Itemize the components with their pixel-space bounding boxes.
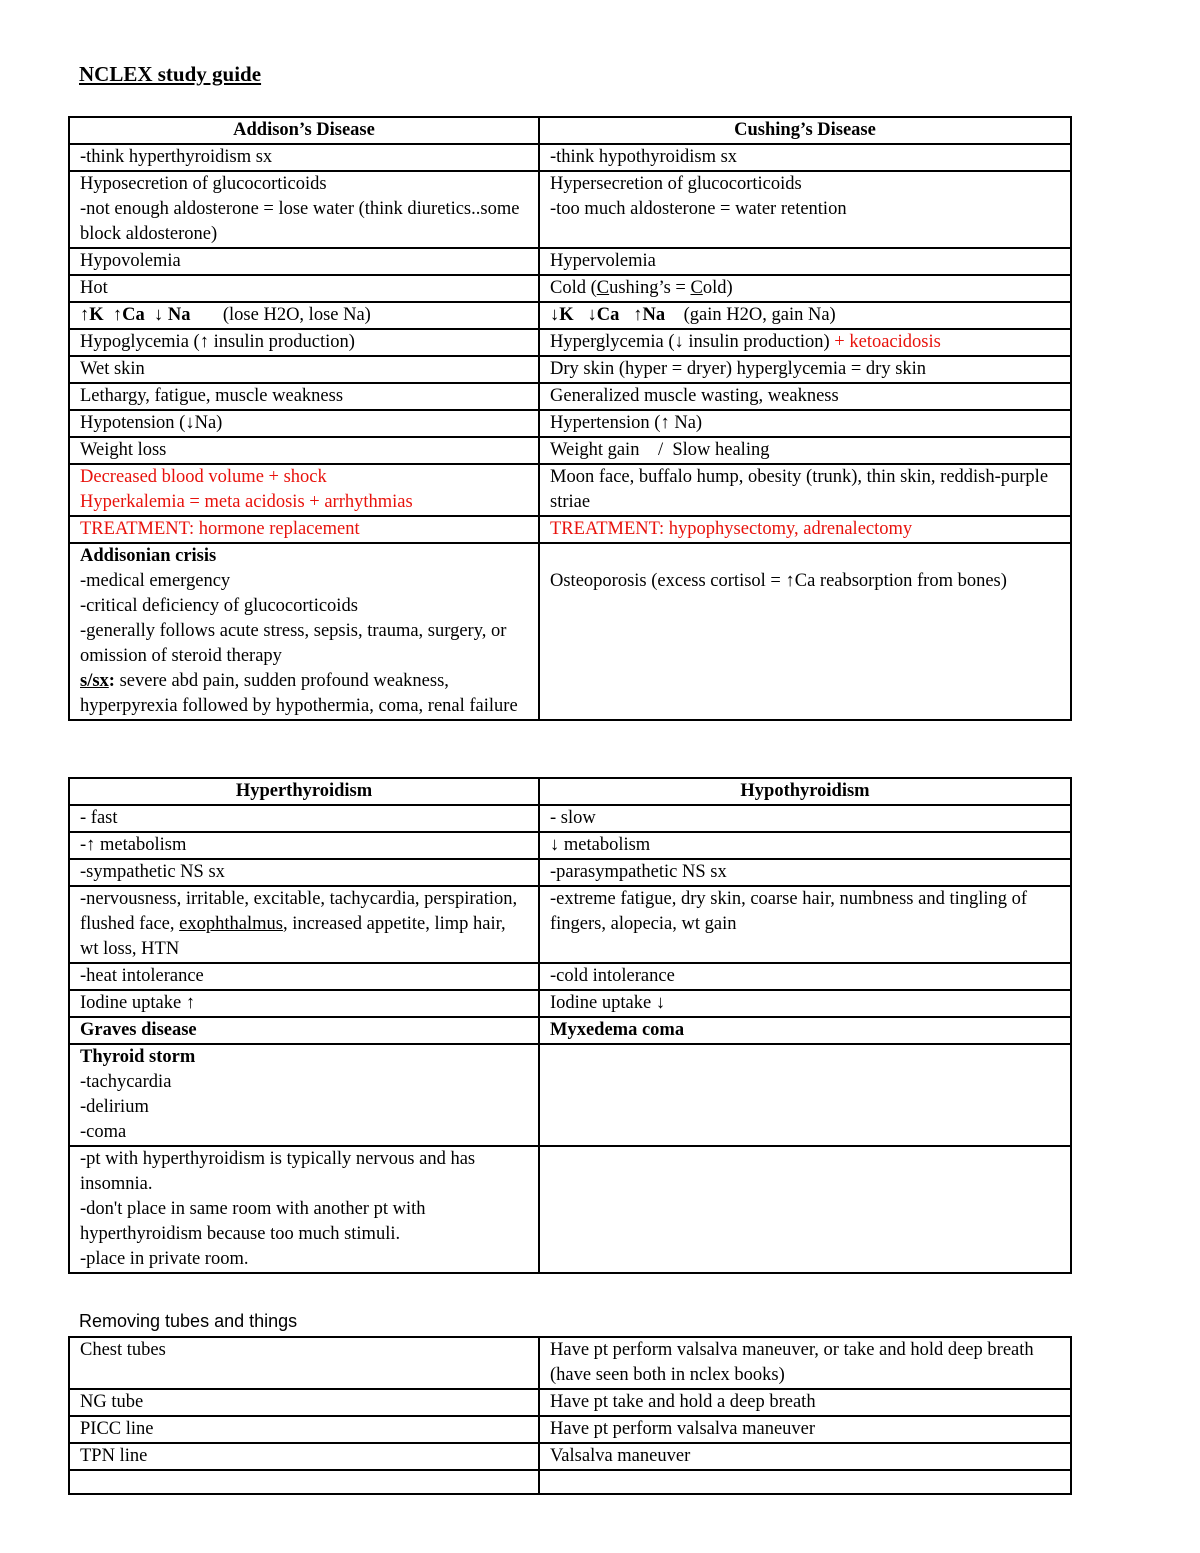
cell: TPN line	[69, 1443, 539, 1470]
table-row	[69, 1017, 1071, 1044]
cell-text: severe abd pain, sudden profound weakness, hyperpyrexia followed by hypothermia, coma, renal failure	[80, 671, 518, 716]
empty-cell	[539, 1146, 1071, 1273]
section-heading-removing-tubes: Removing tubes and things	[79, 1311, 298, 1331]
cell: Weight gain / Slow healing	[539, 437, 1071, 464]
underlined-letter: C	[596, 278, 610, 298]
empty-cell	[69, 1470, 539, 1494]
sx-label: s/sx	[80, 671, 109, 691]
cell: Hot	[69, 275, 539, 302]
table-row	[69, 1044, 1071, 1146]
cell-text: (gain H2O, gain Na)	[665, 305, 836, 325]
page-title: NCLEX study guide	[79, 62, 262, 86]
table-header-row	[69, 778, 1071, 805]
cell: -think hypothyroidism sx	[539, 144, 1071, 171]
cell: -heat intolerance	[69, 963, 539, 990]
table-row	[69, 171, 1071, 248]
cell: PICC line	[69, 1416, 539, 1443]
underlined-letter: C	[690, 278, 703, 298]
table-row	[69, 275, 1071, 302]
adrenal-comparison-table	[68, 116, 1072, 721]
header-addisons: Addison’s Disease	[69, 117, 539, 144]
cell: Weight loss	[69, 437, 539, 464]
cell: Have pt perform valsalva maneuver, or take and hold deep breath (have seen both in nclex books)	[539, 1337, 1071, 1389]
table-row	[69, 859, 1071, 886]
cell	[539, 275, 1071, 302]
cell: Have pt take and hold a deep breath	[539, 1389, 1071, 1416]
treatment-cell: TREATMENT: hormone replacement	[69, 516, 539, 543]
cell-text: (lose H2O, lose Na)	[190, 305, 371, 325]
table-row	[69, 329, 1071, 356]
cell-text: , increased appetite, limp hair, wt loss, HTN	[80, 914, 506, 959]
electrolytes-bold: ↑K ↑Ca ↓ Na	[80, 305, 191, 325]
cell: -sympathetic NS sx	[69, 859, 539, 886]
table-row	[69, 302, 1071, 329]
table-row	[69, 963, 1071, 990]
cell: -think hyperthyroidism sx	[69, 144, 539, 171]
cell	[69, 302, 539, 329]
table-row	[69, 437, 1071, 464]
electrolytes-bold: ↓K ↓Ca ↑Na	[550, 305, 666, 325]
cell: Lethargy, fatigue, muscle weakness	[69, 383, 539, 410]
cell: Osteoporosis (excess cortisol = ↑Ca reabsorption from bones)	[539, 543, 1071, 720]
cell-text: -tachycardia -delirium -coma	[80, 1072, 172, 1142]
cell: Hypersecretion of glucocorticoids -too much aldosterone = water retention	[539, 171, 1071, 248]
cell: NG tube	[69, 1389, 539, 1416]
thyroid-comparison-table	[68, 777, 1072, 1274]
table-row	[69, 886, 1071, 963]
table-row	[69, 805, 1071, 832]
cell: Dry skin (hyper = dryer) hyperglycemia = dry skin	[539, 356, 1071, 383]
table-row	[69, 990, 1071, 1017]
empty-cell	[539, 1044, 1071, 1146]
cell	[69, 543, 539, 720]
cell-text: -medical emergency -critical deficiency of glucocorticoids -generally follows acute stress, sepsis, trauma, surgery, or omission of steroid therapy	[80, 571, 507, 666]
treatment-cell: TREATMENT: hypophysectomy, adrenalectomy	[539, 516, 1071, 543]
symptoms-line	[80, 669, 528, 719]
cell: -extreme fatigue, dry skin, coarse hair, numbness and tingling of fingers, alopecia, wt gain	[539, 886, 1071, 963]
table-row	[69, 1416, 1071, 1443]
cell: Iodine uptake ↑	[69, 990, 539, 1017]
cell	[539, 302, 1071, 329]
table-row	[69, 1389, 1071, 1416]
cell: Chest tubes	[69, 1337, 539, 1389]
cell: Hypervolemia	[539, 248, 1071, 275]
cell: -parasympathetic NS sx	[539, 859, 1071, 886]
header-hypothyroidism: Hypothyroidism	[539, 778, 1071, 805]
exophthalmus-term: exophthalmus	[179, 914, 283, 934]
table-row	[69, 832, 1071, 859]
table-row	[69, 516, 1071, 543]
cell	[539, 329, 1071, 356]
table-row	[69, 464, 1071, 516]
cell: Decreased blood volume + shock Hyperkalemia = meta acidosis + arrhythmias	[69, 464, 539, 516]
red-note: + ketoacidosis	[829, 332, 941, 352]
thyroid-storm-heading: Thyroid storm	[80, 1047, 196, 1067]
cell: Iodine uptake ↓	[539, 990, 1071, 1017]
empty-cell	[539, 1470, 1071, 1494]
table-row	[69, 248, 1071, 275]
cell: -pt with hyperthyroidism is typically nervous and has insomnia. -don't place in same room with another pt with hyperthyroidism because too much stimuli. -place in private room.	[69, 1146, 539, 1273]
cell: Valsalva maneuver	[539, 1443, 1071, 1470]
table-row	[69, 1470, 1071, 1494]
cell-text: Hyperglycemia (↓ insulin production)	[550, 332, 830, 352]
cell: ↓ metabolism	[539, 832, 1071, 859]
table-row	[69, 410, 1071, 437]
cell-text: ushing’s =	[609, 278, 691, 298]
cell: Generalized muscle wasting, weakness	[539, 383, 1071, 410]
cell: - fast	[69, 805, 539, 832]
cell-text: Cold (	[550, 278, 597, 298]
cell: -↑ metabolism	[69, 832, 539, 859]
table-row	[69, 1146, 1071, 1273]
tubes-table	[68, 1336, 1072, 1495]
cell: Hypoglycemia (↑ insulin production)	[69, 329, 539, 356]
cell	[69, 1044, 539, 1146]
header-hyperthyroidism: Hyperthyroidism	[69, 778, 539, 805]
table-row	[69, 356, 1071, 383]
cell: Have pt perform valsalva maneuver	[539, 1416, 1071, 1443]
cell: - slow	[539, 805, 1071, 832]
cell: Hypovolemia	[69, 248, 539, 275]
cell-text: old)	[702, 278, 733, 298]
cell: -cold intolerance	[539, 963, 1071, 990]
cell: Moon face, buffalo hump, obesity (trunk), thin skin, reddish-purple striae	[539, 464, 1071, 516]
addisonian-crisis-heading: Addisonian crisis	[80, 546, 217, 566]
sx-colon: :	[108, 671, 115, 691]
cell: Hypotension (↓Na)	[69, 410, 539, 437]
table-row	[69, 383, 1071, 410]
table-header-row	[69, 117, 1071, 144]
myxedema-coma-cell: Myxedema coma	[539, 1017, 1071, 1044]
graves-disease-cell: Graves disease	[69, 1017, 539, 1044]
cell: Wet skin	[69, 356, 539, 383]
table-row	[69, 1337, 1071, 1389]
cell: Hyposecretion of glucocorticoids -not enough aldosterone = lose water (think diuretics..some block aldosterone)	[69, 171, 539, 248]
cell	[69, 886, 539, 963]
table-row	[69, 543, 1071, 720]
table-row	[69, 144, 1071, 171]
cell-text: -nervousness, irritable, excitable, tachycardia, perspiration, flushed face,	[80, 889, 518, 934]
table-row	[69, 1443, 1071, 1470]
cell: Hypertension (↑ Na)	[539, 410, 1071, 437]
header-cushings: Cushing’s Disease	[539, 117, 1071, 144]
